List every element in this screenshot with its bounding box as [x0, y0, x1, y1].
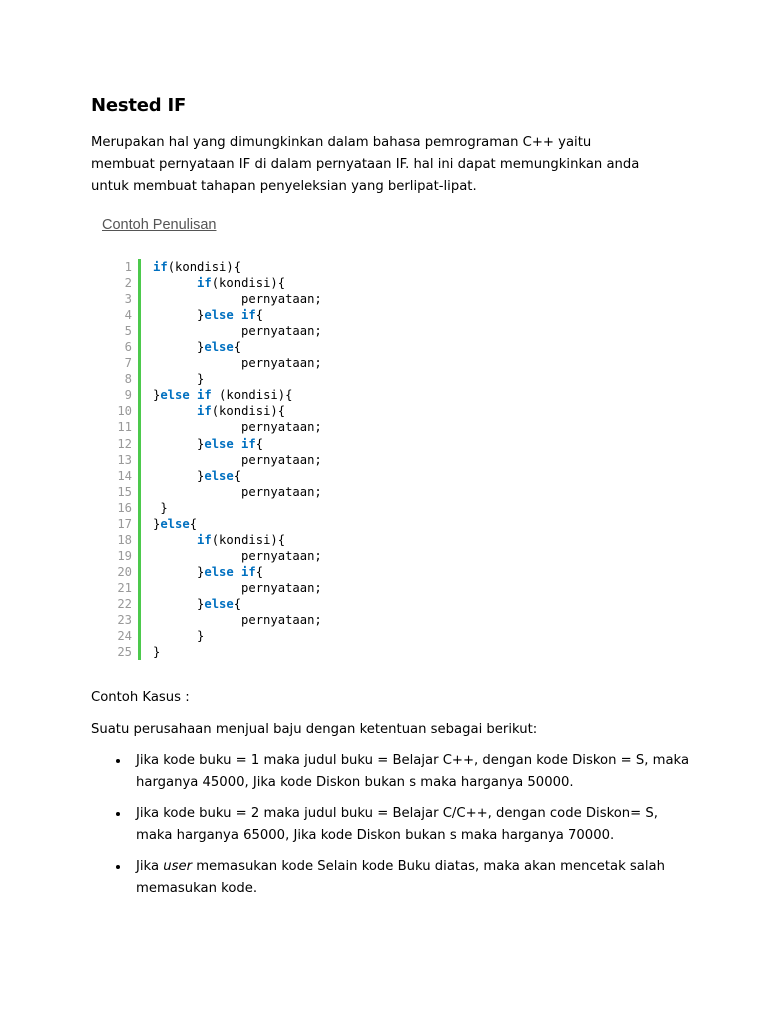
code-line — [111, 548, 322, 564]
code-line — [111, 371, 322, 387]
code-token: { — [255, 436, 264, 451]
code-token: (kondisi){ — [211, 388, 293, 403]
bullet-text: Jika kode buku = 2 maka judul buku = Belajar C/C++, dengan code Diskon= S, maka harganya 65000, Jika kode Diskon bukan s maka harganya 70000. — [136, 806, 658, 843]
code-token: pernyataan; — [153, 324, 322, 339]
code-text — [153, 403, 285, 419]
code-keyword: if — [197, 532, 212, 547]
gutter-bar — [138, 275, 141, 291]
gutter-bar — [138, 291, 141, 307]
code-token: { — [233, 596, 242, 611]
line-number: 18 — [117, 532, 132, 547]
line-number: 6 — [124, 340, 132, 355]
code-line — [111, 339, 322, 355]
code-text — [153, 355, 322, 371]
code-token: pernyataan; — [153, 580, 322, 595]
code-text — [153, 468, 241, 484]
code-text — [153, 612, 322, 628]
code-token: pernyataan; — [153, 452, 322, 467]
code-text — [153, 436, 263, 452]
line-number: 20 — [117, 564, 132, 579]
code-text — [153, 644, 160, 660]
line-number: 7 — [124, 356, 132, 371]
gutter-bar — [138, 612, 141, 628]
code-line — [111, 436, 322, 452]
code-token: } — [153, 564, 205, 579]
code-keyword: if — [153, 260, 168, 274]
code-token: } — [153, 629, 205, 644]
code-token: pernyataan; — [153, 420, 322, 435]
case-intro: Suatu perusahaan menjual baju dengan ketentuan sebagai berikut: — [91, 722, 538, 737]
code-line — [111, 628, 322, 644]
code-text — [153, 323, 322, 339]
gutter-bar — [138, 259, 141, 275]
code-line — [111, 403, 322, 419]
code-token: (kondisi){ — [211, 532, 286, 547]
code-line — [111, 259, 322, 275]
bullet-text: Jika — [136, 859, 164, 874]
code-keyword: if — [197, 404, 212, 419]
code-line — [111, 323, 322, 339]
gutter-bar — [138, 339, 141, 355]
code-line — [111, 580, 322, 596]
line-number: 19 — [117, 548, 132, 563]
code-token: } — [153, 340, 205, 355]
code-text — [153, 580, 322, 596]
code-token: { — [255, 308, 264, 323]
code-text — [153, 259, 241, 275]
code-token: pernyataan; — [153, 613, 322, 628]
code-example-title: Contoh Penulisan — [102, 217, 217, 233]
code-text — [153, 532, 285, 548]
bullet-item — [136, 750, 696, 794]
conditions-list — [91, 750, 696, 909]
gutter-bar — [138, 419, 141, 435]
code-text — [153, 564, 263, 580]
page-title: Nested IF — [91, 95, 187, 116]
gutter-bar — [138, 532, 141, 548]
code-token: (kondisi){ — [211, 404, 286, 419]
code-token: } — [153, 436, 205, 451]
code-keyword: else — [204, 596, 234, 611]
gutter-bar — [138, 387, 141, 403]
code-token: pernyataan; — [153, 356, 322, 371]
code-keyword: else — [204, 468, 234, 483]
gutter-bar — [138, 403, 141, 419]
gutter-bar — [138, 644, 141, 660]
line-number: 23 — [117, 613, 132, 628]
gutter-bar — [138, 484, 141, 500]
code-keyword: else — [204, 340, 234, 355]
code-token: } — [153, 308, 205, 323]
code-text — [153, 596, 241, 612]
bullet-text: memasukan kode Selain kode Buku diatas, maka akan mencetak salah memasukan kode. — [136, 859, 665, 896]
code-line — [111, 387, 322, 403]
line-number: 15 — [117, 484, 132, 499]
bullet-item — [136, 856, 696, 900]
gutter-bar — [138, 468, 141, 484]
code-text — [153, 307, 263, 323]
code-text — [153, 371, 204, 387]
code-text — [153, 275, 285, 291]
code-token: (kondisi){ — [211, 276, 286, 291]
bullet-text: Jika kode buku = 1 maka judul buku = Belajar C++, dengan kode Diskon = S, maka harganya 45000, Jika kode Diskon bukan s maka harganya 50000. — [136, 753, 690, 790]
line-number: 11 — [117, 420, 132, 435]
code-keyword: if — [197, 276, 212, 291]
code-line — [111, 355, 322, 371]
code-line — [111, 564, 322, 580]
code-token: { — [233, 340, 242, 355]
code-token: } — [153, 500, 168, 515]
gutter-bar — [138, 596, 141, 612]
code-line — [111, 612, 322, 628]
code-text — [153, 291, 322, 307]
gutter-bar — [138, 307, 141, 323]
code-token: } — [153, 388, 161, 403]
code-token: } — [153, 596, 205, 611]
line-number: 9 — [124, 388, 132, 403]
code-line — [111, 307, 322, 323]
line-number: 8 — [124, 372, 132, 387]
gutter-bar — [138, 580, 141, 596]
code-token: pernyataan; — [153, 548, 322, 563]
gutter-bar — [138, 436, 141, 452]
code-token — [153, 404, 197, 418]
bullet-item — [136, 803, 696, 847]
gutter-bar — [138, 452, 141, 468]
line-number: 25 — [117, 645, 132, 660]
code-token: { — [233, 468, 242, 483]
code-line — [111, 452, 322, 468]
code-keyword: else if — [204, 564, 256, 579]
code-token: (kondisi){ — [167, 260, 242, 274]
gutter-bar — [138, 355, 141, 371]
code-text — [153, 452, 322, 468]
line-number: 10 — [117, 404, 132, 419]
line-number: 13 — [117, 452, 132, 467]
code-token: { — [189, 516, 198, 531]
line-number: 4 — [124, 308, 132, 323]
code-token: } — [153, 372, 205, 387]
line-number: 17 — [117, 516, 132, 531]
code-line — [111, 291, 322, 307]
code-text — [153, 387, 292, 403]
line-number: 21 — [117, 580, 132, 595]
code-line — [111, 644, 322, 660]
code-line — [111, 484, 322, 500]
line-number: 16 — [117, 500, 132, 515]
code-text — [153, 548, 322, 564]
code-keyword: else if — [204, 436, 256, 451]
code-token — [153, 276, 197, 290]
code-token: } — [153, 645, 161, 660]
code-line — [111, 275, 322, 291]
line-number: 1 — [124, 260, 132, 274]
gutter-bar — [138, 516, 141, 532]
gutter-bar — [138, 548, 141, 564]
code-token: pernyataan; — [153, 292, 322, 307]
intro-paragraph: Merupakan hal yang dimungkinkan dalam bahasa pemrograman C++ yaitu membuat pernyataan IF di dalam pernyataan IF. hal ini dapat memungkinkan anda untuk membuat tahapan penyeleksian yang berlipat-lipat. — [91, 135, 640, 194]
line-number: 24 — [117, 629, 132, 644]
code-line — [111, 532, 322, 548]
code-token: pernyataan; — [153, 484, 322, 499]
code-line — [111, 419, 322, 435]
code-token: } — [153, 468, 205, 483]
code-keyword: else if — [160, 388, 212, 403]
line-number: 2 — [124, 276, 132, 291]
code-text — [153, 516, 197, 532]
code-line — [111, 596, 322, 612]
code-text — [153, 628, 204, 644]
line-number: 5 — [124, 324, 132, 339]
gutter-bar — [138, 564, 141, 580]
code-token: { — [255, 564, 264, 579]
line-number: 12 — [117, 436, 132, 451]
line-number: 22 — [117, 596, 132, 611]
code-keyword: else — [160, 516, 190, 531]
gutter-bar — [138, 500, 141, 516]
bullet-text: user — [163, 859, 192, 874]
case-label: Contoh Kasus : — [91, 690, 190, 705]
code-line — [111, 500, 322, 516]
code-keyword: else if — [204, 308, 256, 323]
code-token — [153, 533, 197, 547]
code-line — [111, 468, 322, 484]
code-block — [111, 259, 322, 660]
code-text — [153, 500, 168, 516]
code-token: } — [153, 516, 161, 531]
code-text — [153, 339, 241, 355]
code-text — [153, 419, 322, 435]
line-number: 14 — [117, 468, 132, 483]
gutter-bar — [138, 371, 141, 387]
gutter-bar — [138, 628, 141, 644]
gutter-bar — [138, 323, 141, 339]
line-number: 3 — [124, 292, 132, 307]
code-text — [153, 484, 322, 500]
code-line — [111, 516, 322, 532]
